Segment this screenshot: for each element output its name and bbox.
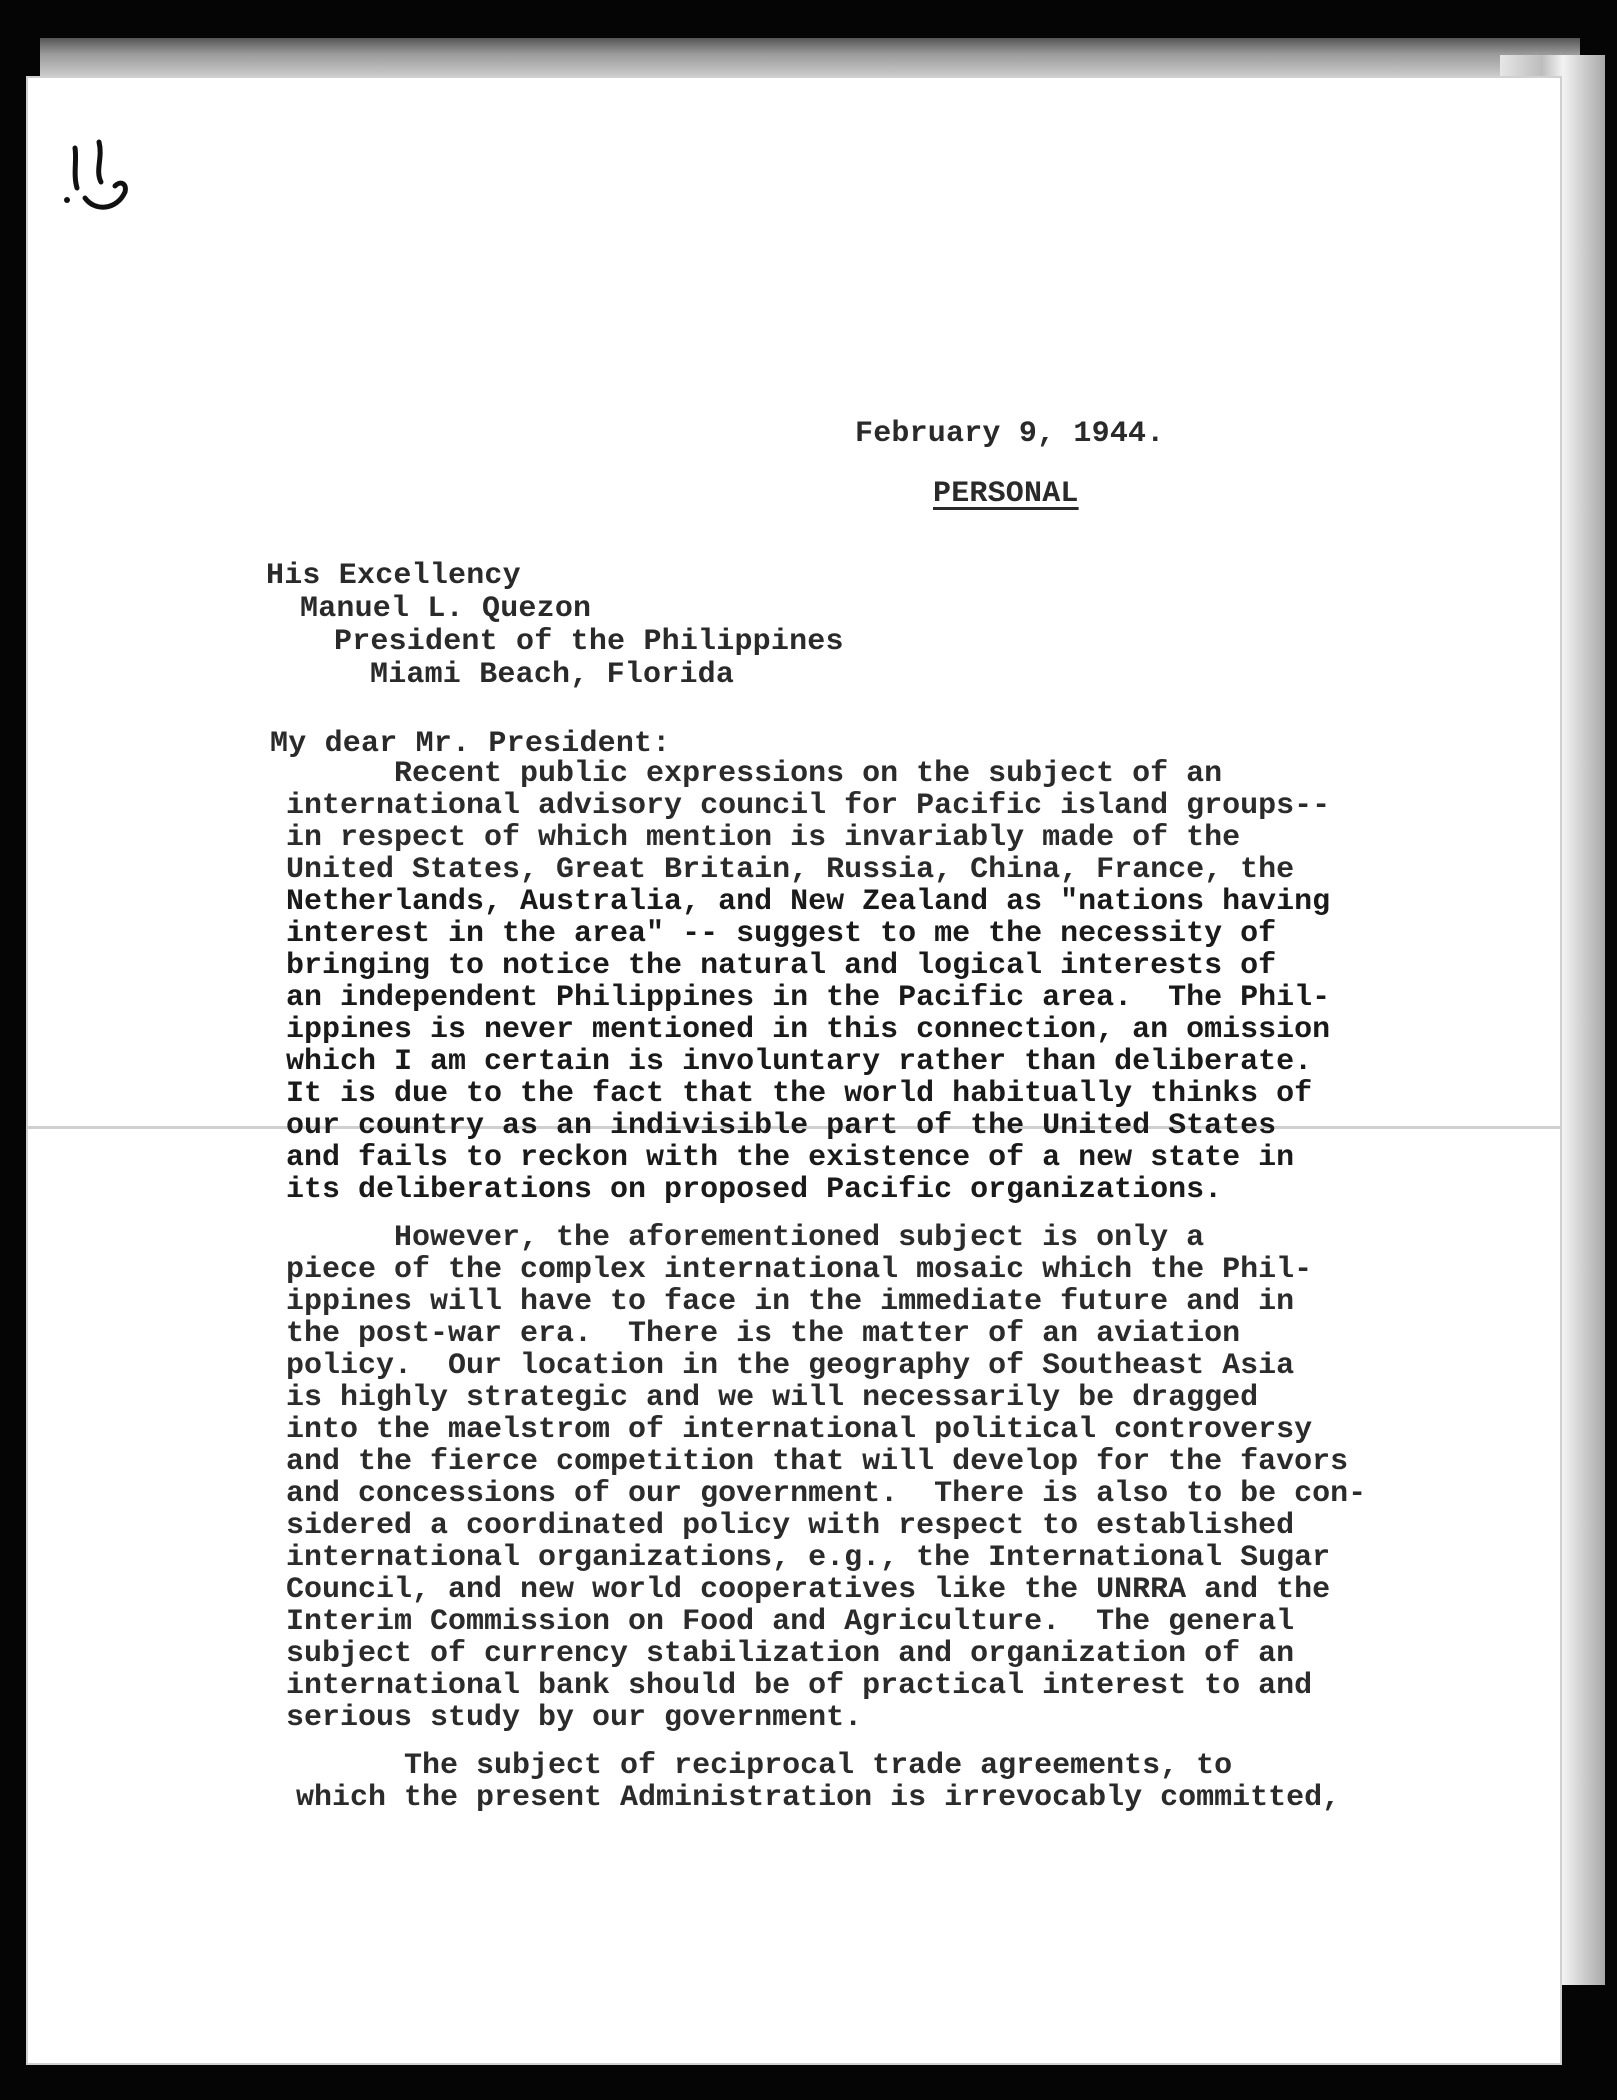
paragraph-line: subject of currency stabilization and organization of an bbox=[286, 1637, 1295, 1671]
paragraph-line: ippines is never mentioned in this connection, an omission bbox=[286, 1013, 1331, 1047]
paragraph-line: Netherlands, Australia, and New Zealand as "nations having bbox=[286, 885, 1331, 919]
handwritten-mark-icon bbox=[55, 130, 145, 220]
salutation: My dear Mr. President: bbox=[270, 727, 671, 761]
recipient-honorific: His Excellency bbox=[266, 559, 521, 593]
letter-date: February 9, 1944. bbox=[855, 417, 1165, 451]
paragraph-line: However, the aforementioned subject is only a bbox=[286, 1221, 1205, 1255]
paragraph-line: which I am certain is involuntary rather than deliberate. bbox=[286, 1045, 1313, 1079]
paragraph-line: an independent Philippines in the Pacific area. The Phil- bbox=[286, 981, 1331, 1015]
paragraph-line: bringing to notice the natural and logical interests of bbox=[286, 949, 1277, 983]
paragraph-line: our country as an indivisible part of the United States bbox=[286, 1109, 1277, 1143]
paragraph-line: and fails to reckon with the existence of a new state in bbox=[286, 1141, 1295, 1175]
recipient-location: Miami Beach, Florida bbox=[370, 658, 735, 692]
paragraph-line: sidered a coordinated policy with respect to established bbox=[286, 1509, 1295, 1543]
paragraph-line: piece of the complex international mosaic which the Phil- bbox=[286, 1253, 1313, 1287]
paragraph-line: Council, and new world cooperatives like the UNRRA and the bbox=[286, 1573, 1331, 1607]
paper-stack-top-edge bbox=[40, 38, 1580, 78]
paragraph-line: in respect of which mention is invariably made of the bbox=[286, 821, 1241, 855]
paragraph-line: The subject of reciprocal trade agreements, to bbox=[296, 1749, 1233, 1783]
recipient-name: Manuel L. Quezon bbox=[300, 592, 592, 626]
paragraph-line: its deliberations on proposed Pacific organizations. bbox=[286, 1173, 1223, 1207]
paragraph-1 bbox=[286, 758, 1330, 1206]
paragraph-line: ippines will have to face in the immediate future and in bbox=[286, 1285, 1295, 1319]
paragraph-line: international bank should be of practical interest to and bbox=[286, 1669, 1313, 1703]
paragraph-line: interest in the area" -- suggest to me the necessity of bbox=[286, 917, 1277, 951]
paragraph-line: Recent public expressions on the subject of an bbox=[286, 757, 1223, 791]
recipient-title: President of the Philippines bbox=[334, 625, 844, 659]
paragraph-line: into the maelstrom of international political controversy bbox=[286, 1413, 1313, 1447]
paragraph-line: international organizations, e.g., the International Sugar bbox=[286, 1541, 1331, 1575]
paragraph-line: is highly strategic and we will necessarily be dragged bbox=[286, 1381, 1259, 1415]
paragraph-line: policy. Our location in the geography of Southeast Asia bbox=[286, 1349, 1295, 1383]
paragraph-3 bbox=[296, 1750, 1340, 1814]
paragraph-line: Interim Commission on Food and Agriculture. The general bbox=[286, 1605, 1295, 1639]
paragraph-line: United States, Great Britain, Russia, China, France, the bbox=[286, 853, 1295, 887]
paragraph-line: serious study by our government. bbox=[286, 1701, 863, 1735]
paragraph-line: It is due to the fact that the world habitually thinks of bbox=[286, 1077, 1313, 1111]
paragraph-line: the post-war era. There is the matter of an aviation bbox=[286, 1317, 1241, 1351]
paragraph-line: and the fierce competition that will develop for the favors bbox=[286, 1445, 1349, 1479]
paragraph-2 bbox=[286, 1222, 1366, 1734]
personal-marking: PERSONAL bbox=[933, 477, 1079, 511]
paragraph-line: and concessions of our government. There is also to be con- bbox=[286, 1477, 1367, 1511]
paragraph-line: international advisory council for Pacific island groups-- bbox=[286, 789, 1331, 823]
paragraph-line: which the present Administration is irrevocably committed, bbox=[296, 1781, 1341, 1815]
